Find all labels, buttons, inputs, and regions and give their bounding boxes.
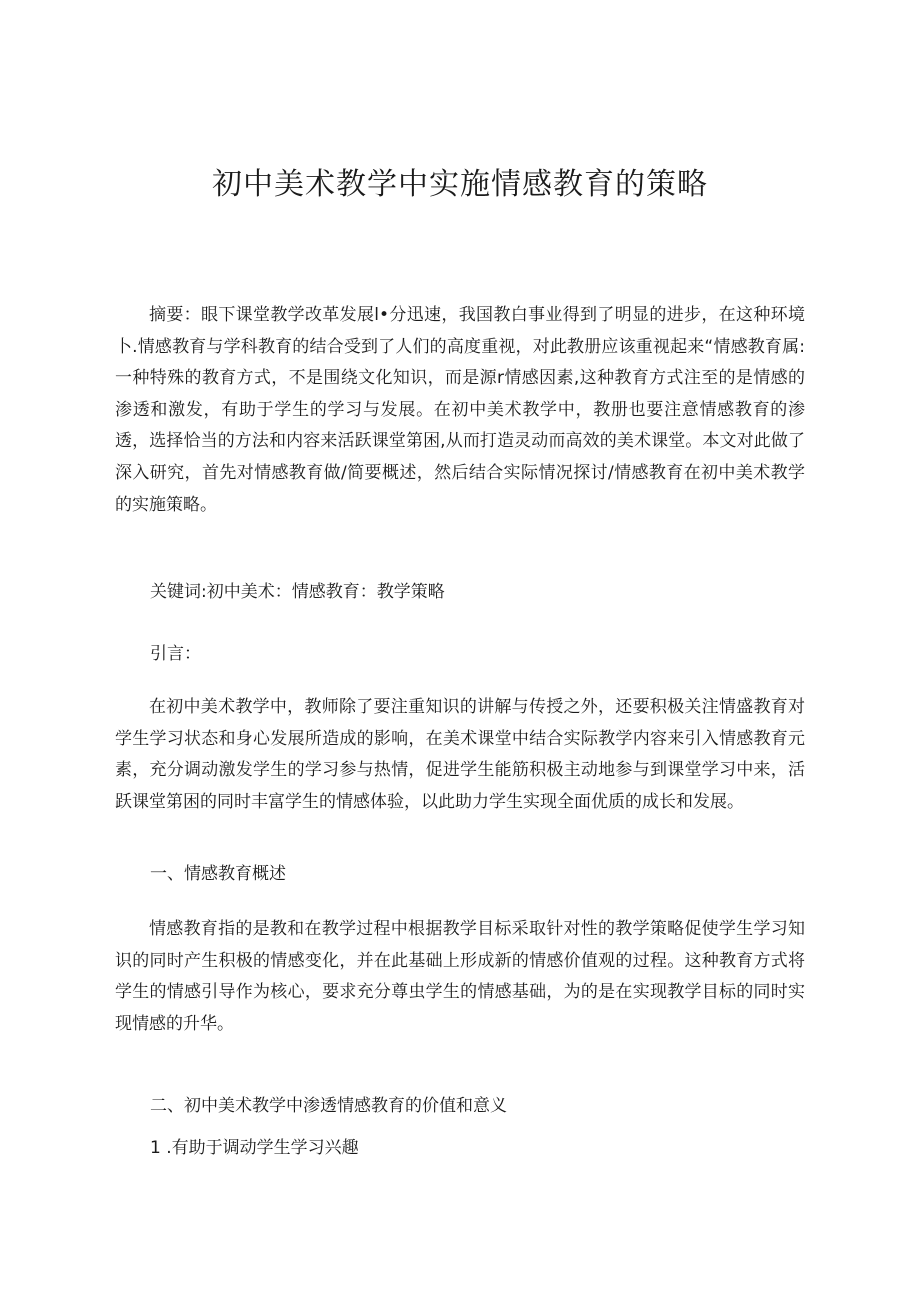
section1-paragraph: 情感教育指的是教和在教学过程中根据教学目标采取针对性的教学策略促使学生学习知识的同时产生积极的情感变化，并在此基础上形成新的情感价值观的过程。这种教育方式将学生的情感引导作为核心，要求充分尊虫学生的情感基础，为的是在实现教学目标的同时实现情感的升华。 bbox=[115, 919, 805, 1034]
keywords-line: 关键词:初中美术：情感教育：教学策略 bbox=[150, 582, 445, 602]
abstract-paragraph: 摘要：眼下课堂教学改革发展l•分迅速，我国教白事业得到了明显的进步，在这种环境卜.情感教育与学科教育的结合受到了人们的高度重视，对此教册应该重视起来“情感教育属:一种特殊的教育方式，不是围绕文化知识，而是源r情感因素,这种教育方式注至的是情感的渗透和激发，有助于学生的学习与发展。在初中美术教学中，教册也要注意情感教育的渗透，选择恰当的方法和内容来活跃课堂第困,从而打造灵动而高效的美术课堂。本文对此做了深入研究，首先对情感教育做/简要概述，然后结合实际情况探讨/情感教育在初中美术教学的实施策略。 bbox=[115, 305, 805, 515]
section2-heading: 二、初中美术教学中渗透情感教育的价值和意义 bbox=[150, 1096, 507, 1116]
section1-heading: 一、情感教育概述 bbox=[150, 864, 286, 884]
document-title: 初中美术教学中实施情感教育的策略 bbox=[212, 167, 708, 202]
intro-heading: 引言： bbox=[150, 644, 201, 664]
subsection1-heading: 1 .有助于调动学生学习兴趣 bbox=[150, 1138, 359, 1158]
intro-paragraph: 在初中美术教学中，教师除了要注重知识的讲解与传授之外，还要积极关注情盛教育对学生学习状态和身心发展所造成的影响，在美术课堂中结合实际教学内容来引入情感教育元素，充分调动激发学生的学习参与热情，促进学生能筋积极主动地参与到课堂学习中来，活跃课堂第困的同时丰富学生的情感体验，以此助力学生实现全面优质的成长和发展。 bbox=[115, 697, 805, 812]
